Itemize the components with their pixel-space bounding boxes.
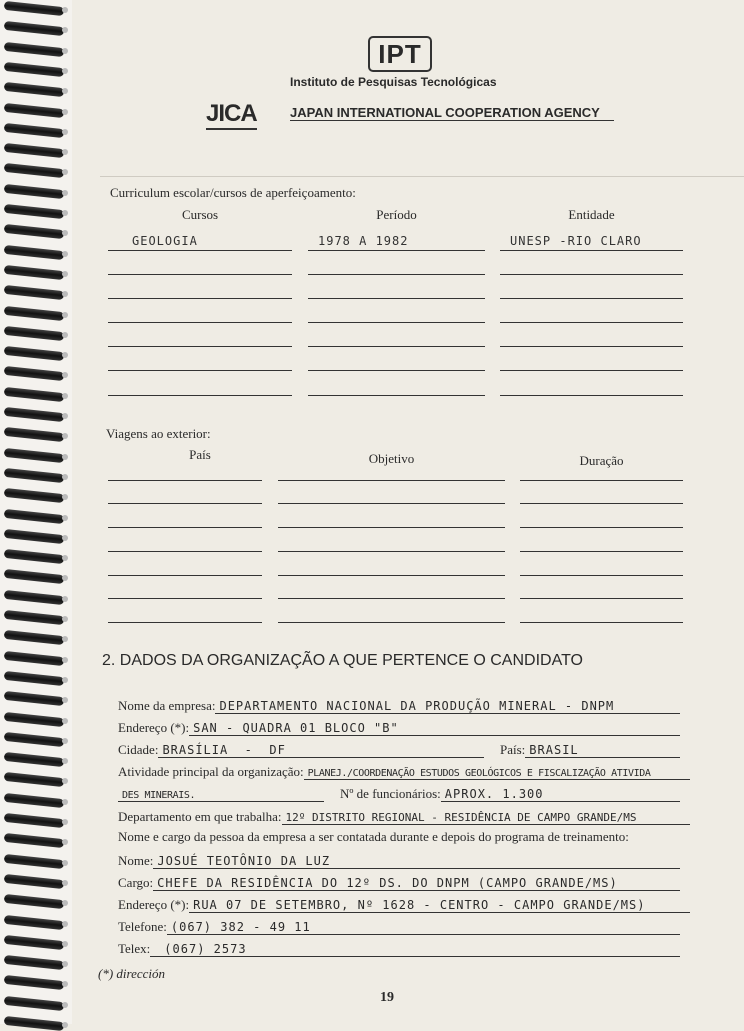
binding-hole xyxy=(62,819,68,825)
binding-hole xyxy=(62,555,68,561)
binding-ring xyxy=(4,833,65,848)
binding-hole xyxy=(62,27,68,33)
value: DES MINERAIS. xyxy=(118,790,324,802)
binding-hole xyxy=(62,393,68,399)
binding-ring xyxy=(4,732,65,747)
label: Nome da empresa: xyxy=(118,698,216,713)
binding-ring xyxy=(4,874,65,889)
binding-ring xyxy=(4,529,65,544)
binding-ring xyxy=(4,265,65,280)
col-cursos: Cursos xyxy=(181,207,219,222)
binding-ring xyxy=(4,447,65,462)
binding-hole xyxy=(62,1002,68,1008)
value: BRASÍLIA - DF xyxy=(158,743,484,758)
binding-ring xyxy=(4,1,65,16)
field-telex xyxy=(118,937,680,957)
blank-line xyxy=(500,395,683,396)
binding-hole xyxy=(62,535,68,541)
jica-name: JAPAN INTERNATIONAL COOPERATION AGENCY xyxy=(290,105,614,121)
binding-ring xyxy=(4,549,65,564)
blank-line xyxy=(520,503,683,504)
binding-hole xyxy=(62,697,68,703)
binding-hole xyxy=(62,312,68,318)
binding-hole xyxy=(62,616,68,622)
label: País: xyxy=(500,742,526,757)
binding-ring xyxy=(4,752,65,767)
blank-line xyxy=(108,298,292,299)
binding-ring xyxy=(4,853,65,868)
binding-ring xyxy=(4,41,65,56)
binding-ring xyxy=(4,184,65,199)
field-pais xyxy=(500,738,680,758)
periodo-value: 1978 A 1982 xyxy=(318,234,409,248)
binding-hole xyxy=(62,190,68,196)
blank-line xyxy=(108,274,292,275)
blank-line xyxy=(308,346,485,347)
binding-ring xyxy=(4,508,65,523)
binding-hole xyxy=(62,981,68,987)
binding-hole xyxy=(62,636,68,642)
value: (067) 2573 xyxy=(150,942,680,957)
value: DEPARTAMENTO NACIONAL DA PRODUÇÃO MINERAL - DNPM xyxy=(215,699,680,714)
blank-line xyxy=(308,298,485,299)
field-atividade-cont xyxy=(118,782,324,802)
value: PLANEJ./COORDENAÇÃO ESTUDOS GEOLÓGICOS E FISCALIZAÇÃO ATIVIDA xyxy=(304,768,690,780)
value: BRASIL xyxy=(525,743,680,758)
label: Endereço (*): xyxy=(118,897,190,912)
binding-ring xyxy=(4,244,65,259)
binding-ring xyxy=(4,82,65,97)
blank-line xyxy=(500,274,683,275)
blank-line xyxy=(520,551,683,552)
binding-hole xyxy=(62,718,68,724)
binding-ring xyxy=(4,650,65,665)
binding-ring xyxy=(4,793,65,808)
binding-hole xyxy=(62,961,68,967)
field-endereco-contato xyxy=(118,893,690,913)
blank-line xyxy=(308,250,485,251)
binding-hole xyxy=(62,413,68,419)
binding-ring xyxy=(4,975,65,990)
binding-hole xyxy=(62,48,68,54)
binding-ring xyxy=(4,143,65,158)
blank-line xyxy=(108,346,292,347)
binding-ring xyxy=(4,285,65,300)
binding-hole xyxy=(62,129,68,135)
blank-line xyxy=(520,575,683,576)
field-funcionarios xyxy=(340,782,680,802)
binding-ring xyxy=(4,305,65,320)
binding-hole xyxy=(62,7,68,13)
spiral-binding xyxy=(0,0,72,1024)
label: Endereço (*): xyxy=(118,720,190,735)
blank-line xyxy=(278,503,505,504)
binding-hole xyxy=(62,799,68,805)
value: RUA 07 DE SETEMBRO, Nº 1628 - CENTRO - CAMPO GRANDE/MS) xyxy=(189,898,690,913)
blank-line xyxy=(278,622,505,623)
blank-line xyxy=(308,395,485,396)
binding-ring xyxy=(4,691,65,706)
binding-ring xyxy=(4,590,65,605)
field-nome xyxy=(118,849,680,869)
footnote: (*) dirección xyxy=(98,966,166,981)
binding-ring xyxy=(4,894,65,909)
blank-line xyxy=(108,480,262,481)
binding-hole xyxy=(62,230,68,236)
label: Cidade: xyxy=(118,742,159,757)
field-departamento xyxy=(118,805,690,825)
blank-line xyxy=(278,527,505,528)
blank-line xyxy=(500,298,683,299)
binding-hole xyxy=(62,657,68,663)
binding-ring xyxy=(4,711,65,726)
value: 12º DISTRITO REGIONAL - RESIDÊNCIA DE CAMPO GRANDE/MS xyxy=(282,811,690,825)
blank-line xyxy=(108,527,262,528)
binding-hole xyxy=(62,921,68,927)
divider xyxy=(100,176,744,177)
blank-line xyxy=(278,551,505,552)
blank-line xyxy=(108,598,262,599)
binding-hole xyxy=(62,778,68,784)
curriculum-title: Curriculum escolar/cursos de aperfeiçoamento: xyxy=(110,185,356,200)
blank-line xyxy=(108,622,262,623)
blank-line xyxy=(108,575,262,576)
label: Nº de funcionários: xyxy=(340,786,441,801)
curso-value: GEOLOGIA xyxy=(132,234,198,248)
binding-ring xyxy=(4,224,65,239)
binding-hole xyxy=(62,251,68,257)
binding-hole xyxy=(62,210,68,216)
value: APROX. 1.300 xyxy=(441,787,680,802)
binding-hole xyxy=(62,1022,68,1028)
binding-ring xyxy=(4,630,65,645)
blank-line xyxy=(308,370,485,371)
contato-title: Nome e cargo da pessoa da empresa a ser contatada durante e depois do programa de treinamento: xyxy=(118,829,629,844)
binding-hole xyxy=(62,332,68,338)
page-number: 19 xyxy=(380,990,394,1005)
blank-line xyxy=(108,503,262,504)
value: CHEFE DA RESIDÊNCIA DO 12º DS. DO DNPM (CAMPO GRANDE/MS) xyxy=(153,876,680,891)
binding-ring xyxy=(4,387,65,402)
binding-ring xyxy=(4,671,65,686)
field-atividade xyxy=(118,760,690,780)
binding-ring xyxy=(4,914,65,929)
binding-ring xyxy=(4,996,65,1011)
viagens-title: Viagens ao exterior: xyxy=(106,426,211,441)
blank-line xyxy=(278,598,505,599)
blank-line xyxy=(108,250,292,251)
label: Nome: xyxy=(118,853,154,868)
label: Telefone: xyxy=(118,919,167,934)
label: Cargo: xyxy=(118,875,154,890)
value: SAN - QUADRA 01 BLOCO "B" xyxy=(189,721,680,736)
binding-hole xyxy=(62,169,68,175)
binding-ring xyxy=(4,1016,65,1031)
col-entidade: Entidade xyxy=(568,207,615,222)
binding-ring xyxy=(4,123,65,138)
binding-hole xyxy=(62,575,68,581)
binding-ring xyxy=(4,204,65,219)
binding-hole xyxy=(62,738,68,744)
section-2-title: 2. DADOS DA ORGANIZAÇÃO A QUE PERTENCE O CANDIDATO xyxy=(102,652,583,669)
binding-hole xyxy=(62,109,68,115)
binding-ring xyxy=(4,366,65,381)
field-cidade xyxy=(118,738,484,758)
binding-ring xyxy=(4,610,65,625)
blank-line xyxy=(108,551,262,552)
blank-line xyxy=(108,370,292,371)
binding-hole xyxy=(62,860,68,866)
blank-line xyxy=(278,480,505,481)
blank-line xyxy=(108,322,292,323)
binding-hole xyxy=(62,68,68,74)
binding-ring xyxy=(4,468,65,483)
blank-line xyxy=(520,598,683,599)
jica-logo: JICA xyxy=(206,100,257,130)
binding-hole xyxy=(62,291,68,297)
blank-line xyxy=(500,346,683,347)
binding-ring xyxy=(4,407,65,422)
binding-hole xyxy=(62,474,68,480)
value: (067) 382 - 49 11 xyxy=(167,920,680,935)
binding-hole xyxy=(62,839,68,845)
binding-ring xyxy=(4,346,65,361)
blank-line xyxy=(500,370,683,371)
binding-hole xyxy=(62,352,68,358)
col-duracao: Duração xyxy=(579,453,624,468)
binding-hole xyxy=(62,758,68,764)
binding-hole xyxy=(62,494,68,500)
ipt-name: Instituto de Pesquisas Tecnológicas xyxy=(290,75,497,89)
binding-hole xyxy=(62,433,68,439)
binding-hole xyxy=(62,515,68,521)
label: Atividade principal da organização: xyxy=(118,764,304,779)
blank-line xyxy=(278,575,505,576)
binding-ring xyxy=(4,102,65,117)
field-cargo xyxy=(118,871,680,891)
blank-line xyxy=(500,250,683,251)
value: JOSUÉ TEOTÔNIO DA LUZ xyxy=(153,854,680,869)
binding-hole xyxy=(62,596,68,602)
binding-hole xyxy=(62,149,68,155)
binding-hole xyxy=(62,454,68,460)
binding-hole xyxy=(62,372,68,378)
entidade-value: UNESP -RIO CLARO xyxy=(510,234,642,248)
binding-ring xyxy=(4,21,65,36)
binding-ring xyxy=(4,427,65,442)
blank-line xyxy=(520,622,683,623)
binding-hole xyxy=(62,900,68,906)
binding-ring xyxy=(4,326,65,341)
binding-ring xyxy=(4,935,65,950)
col-objetivo: Objetivo xyxy=(368,451,415,466)
binding-hole xyxy=(62,880,68,886)
binding-ring xyxy=(4,62,65,77)
binding-hole xyxy=(62,271,68,277)
binding-hole xyxy=(62,677,68,683)
blank-line xyxy=(308,274,485,275)
col-pais: País xyxy=(189,447,211,462)
binding-ring xyxy=(4,772,65,787)
binding-ring xyxy=(4,163,65,178)
blank-line xyxy=(520,527,683,528)
blank-line xyxy=(520,480,683,481)
blank-line xyxy=(500,322,683,323)
label: Telex: xyxy=(118,941,151,956)
binding-hole xyxy=(62,941,68,947)
ipt-logo: IPT xyxy=(368,36,432,72)
binding-ring xyxy=(4,813,65,828)
binding-ring xyxy=(4,955,65,970)
field-telefone xyxy=(118,915,680,935)
field-endereco xyxy=(118,716,680,736)
label: Departamento em que trabalha: xyxy=(118,809,282,824)
binding-hole xyxy=(62,88,68,94)
col-periodo: Período xyxy=(376,207,417,222)
blank-line xyxy=(108,395,292,396)
binding-ring xyxy=(4,569,65,584)
blank-line xyxy=(308,322,485,323)
field-empresa xyxy=(118,694,680,714)
binding-ring xyxy=(4,488,65,503)
